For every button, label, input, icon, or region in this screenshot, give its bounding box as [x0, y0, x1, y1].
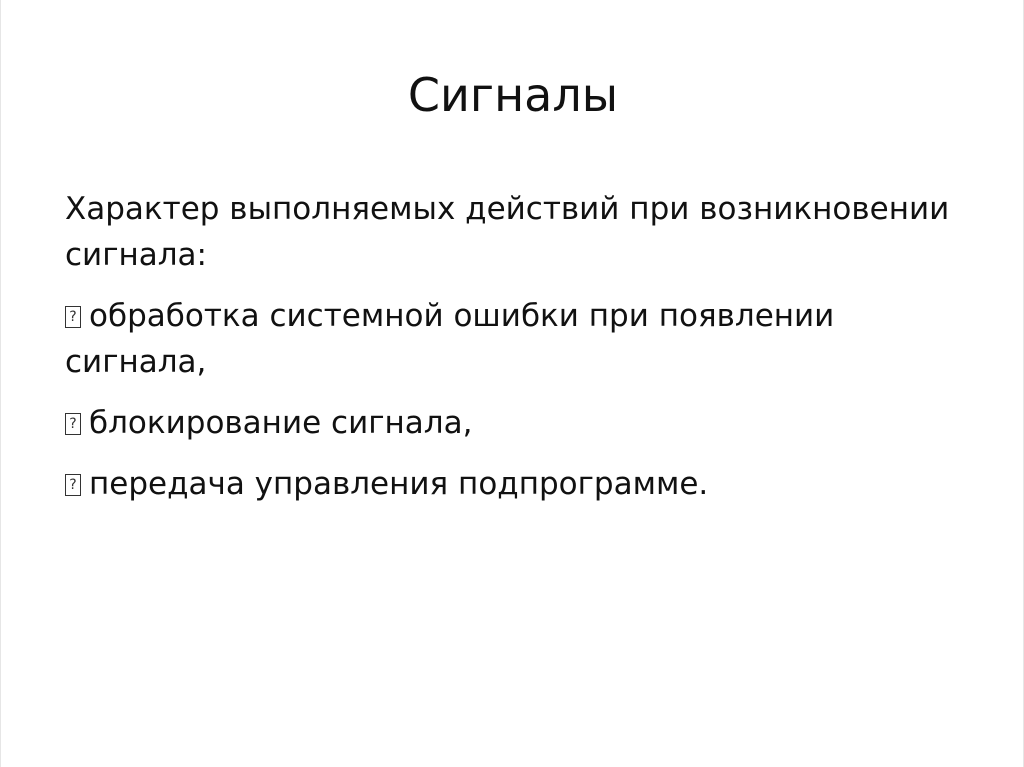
slide-body	[65, 186, 965, 522]
slide-title: Сигналы	[407, 68, 619, 122]
missing-glyph-icon	[65, 474, 81, 496]
list-item	[65, 400, 965, 446]
missing-glyph-icon	[65, 306, 81, 328]
list-item	[65, 293, 965, 385]
list-item-text: блокирование сигнала,	[89, 405, 473, 441]
list-item	[65, 461, 965, 507]
missing-glyph-icon	[65, 413, 81, 435]
intro-paragraph: Характер выполняемых действий при возникновении сигнала:	[65, 191, 950, 273]
list-item-text: обработка системной ошибки при появлении сигнала,	[65, 298, 835, 380]
list-item-text: передача управления подпрограмме.	[89, 466, 709, 502]
